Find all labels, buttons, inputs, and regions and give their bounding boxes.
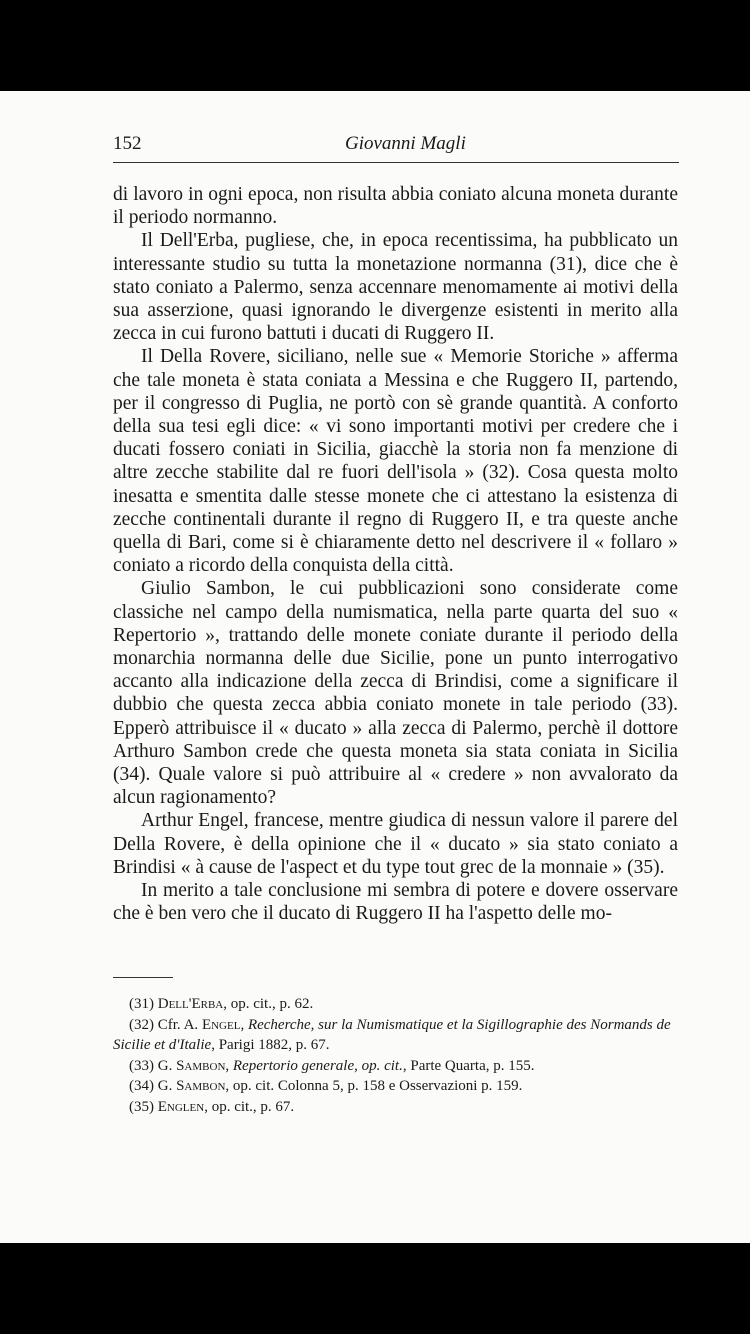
page-number: 152 <box>113 133 142 154</box>
footnote-author: Dell'Erba <box>157 996 224 1012</box>
paragraph: In merito a tale conclusione mi sembra di potere e dovere osservare che è ben vero che il ducato di Ruggero II ha l'aspetto delle mo- <box>113 880 678 925</box>
footnote-text: , op. cit. Colonna 5, p. 158 e Osservazioni p. 159. <box>225 1078 523 1094</box>
footnote-number: (31) <box>129 996 154 1012</box>
footnote-text: , op. cit., p. 62. <box>223 996 314 1012</box>
footnote-number: (35) <box>129 1098 154 1115</box>
footnote-31 <box>113 994 678 1015</box>
footnote-text: , Parte Quarta, p. 155. <box>402 1057 535 1074</box>
footnote-author: Sambon <box>176 1078 226 1094</box>
footnote-text: , op. cit., p. 67. <box>204 1098 295 1115</box>
header-rule <box>113 162 679 163</box>
footnote-number: (32) <box>129 1016 154 1033</box>
footnote-author: Engel <box>201 1016 241 1033</box>
footnote-separator: , <box>225 1057 233 1074</box>
footnote-title: Recherche, sur la Numismatique et la Sigillographie des Normands de Sicilie et d'Italie <box>113 1016 671 1053</box>
footnote-author: Sambon <box>176 1057 226 1074</box>
footnote-number: (33) <box>129 1057 154 1074</box>
paragraph: Il Della Rovere, siciliano, nelle sue « Memorie Storiche » afferma che tale moneta è stata coniata a Messina e che Ruggero II, partendo, per il congresso di Puglia, ne portò con sè grande quantità. A conforto della sua tesi egli dice: « vi sono importanti motivi per credere che i ducati fossero coniati in Sicilia, giacchè la storia non fa menzione di altre zecche stabilite dal re fuori dell'isola » (32). Cosa questa molto inesatta e smentita dalle stesse monete che ci attestano la esistenza di zecche continentali durante il regno di Ruggero II, e tra queste anche quella di Bari, come si è chiaramente detto nel descrivere il « follaro » coniato a ricordo della conquista della città. <box>113 346 678 577</box>
body-text <box>113 183 678 926</box>
footnote-number: (34) <box>129 1078 154 1094</box>
footnote-prefix: G. <box>157 1078 177 1094</box>
footnote-author: Englen <box>157 1098 205 1115</box>
footnotes <box>113 994 678 1117</box>
footnote-prefix: G. <box>157 1057 177 1074</box>
paragraph: Il Dell'Erba, pugliese, che, in epoca recentissima, ha pubblicato un interessante studio su tutta la monetazione normanna (31), dice che è stato coniato a Palermo, senza accennare menomamente ai motivi della sua asserzione, quasi ignorando le divergenze esistenti in merito alla zecca in cui furono battuti i ducati di Ruggero II. <box>113 230 678 345</box>
page-header <box>113 133 678 159</box>
footnote-32 <box>113 1015 678 1056</box>
footnote-separator: , <box>240 1016 248 1033</box>
footnote-prefix: Cfr. A. <box>157 1016 202 1033</box>
footnote-rule <box>113 977 173 978</box>
paragraph: Arthur Engel, francese, mentre giudica di nessun valore il parere del Della Rovere, è della opinione che il « ducato » sia stato coniato a Brindisi « à cause de l'aspect et du type tout grec de la monnaie » (35). <box>113 810 678 878</box>
top-black-bar <box>0 0 750 91</box>
footnote-35 <box>113 1097 678 1118</box>
paragraph: Giulio Sambon, le cui pubblicazioni sono considerate come classiche nel campo della numismatica, nella parte quarta del suo « Repertorio », trattando delle monete coniate durante il periodo della monarchia normanna delle due Sicilie, pone un punto interrogativo accanto alla indicazione della zecca di Brindisi, come a significare il dubbio che questa zecca abbia coniato monete in tale periodo (33). Epperò attribuisce il « ducato » alla zecca di Palermo, perchè il dottore Arthuro Sambon crede che questa moneta sia stata coniata in Sicilia (34). Quale valore si può attribuire al « credere » non avvalorato da alcun ragionamento? <box>113 578 678 809</box>
footnote-33 <box>113 1056 678 1077</box>
bottom-black-bar <box>0 1243 750 1334</box>
book-page <box>0 91 750 1243</box>
footnote-text: , Parigi 1882, p. 67. <box>211 1037 330 1053</box>
footnote-34 <box>113 1076 678 1097</box>
running-head: Giovanni Magli <box>345 133 466 154</box>
footnote-title: Repertorio generale, op. cit. <box>232 1057 403 1074</box>
paragraph: di lavoro in ogni epoca, non risulta abbia coniato alcuna moneta durante il periodo normanno. <box>113 184 678 229</box>
